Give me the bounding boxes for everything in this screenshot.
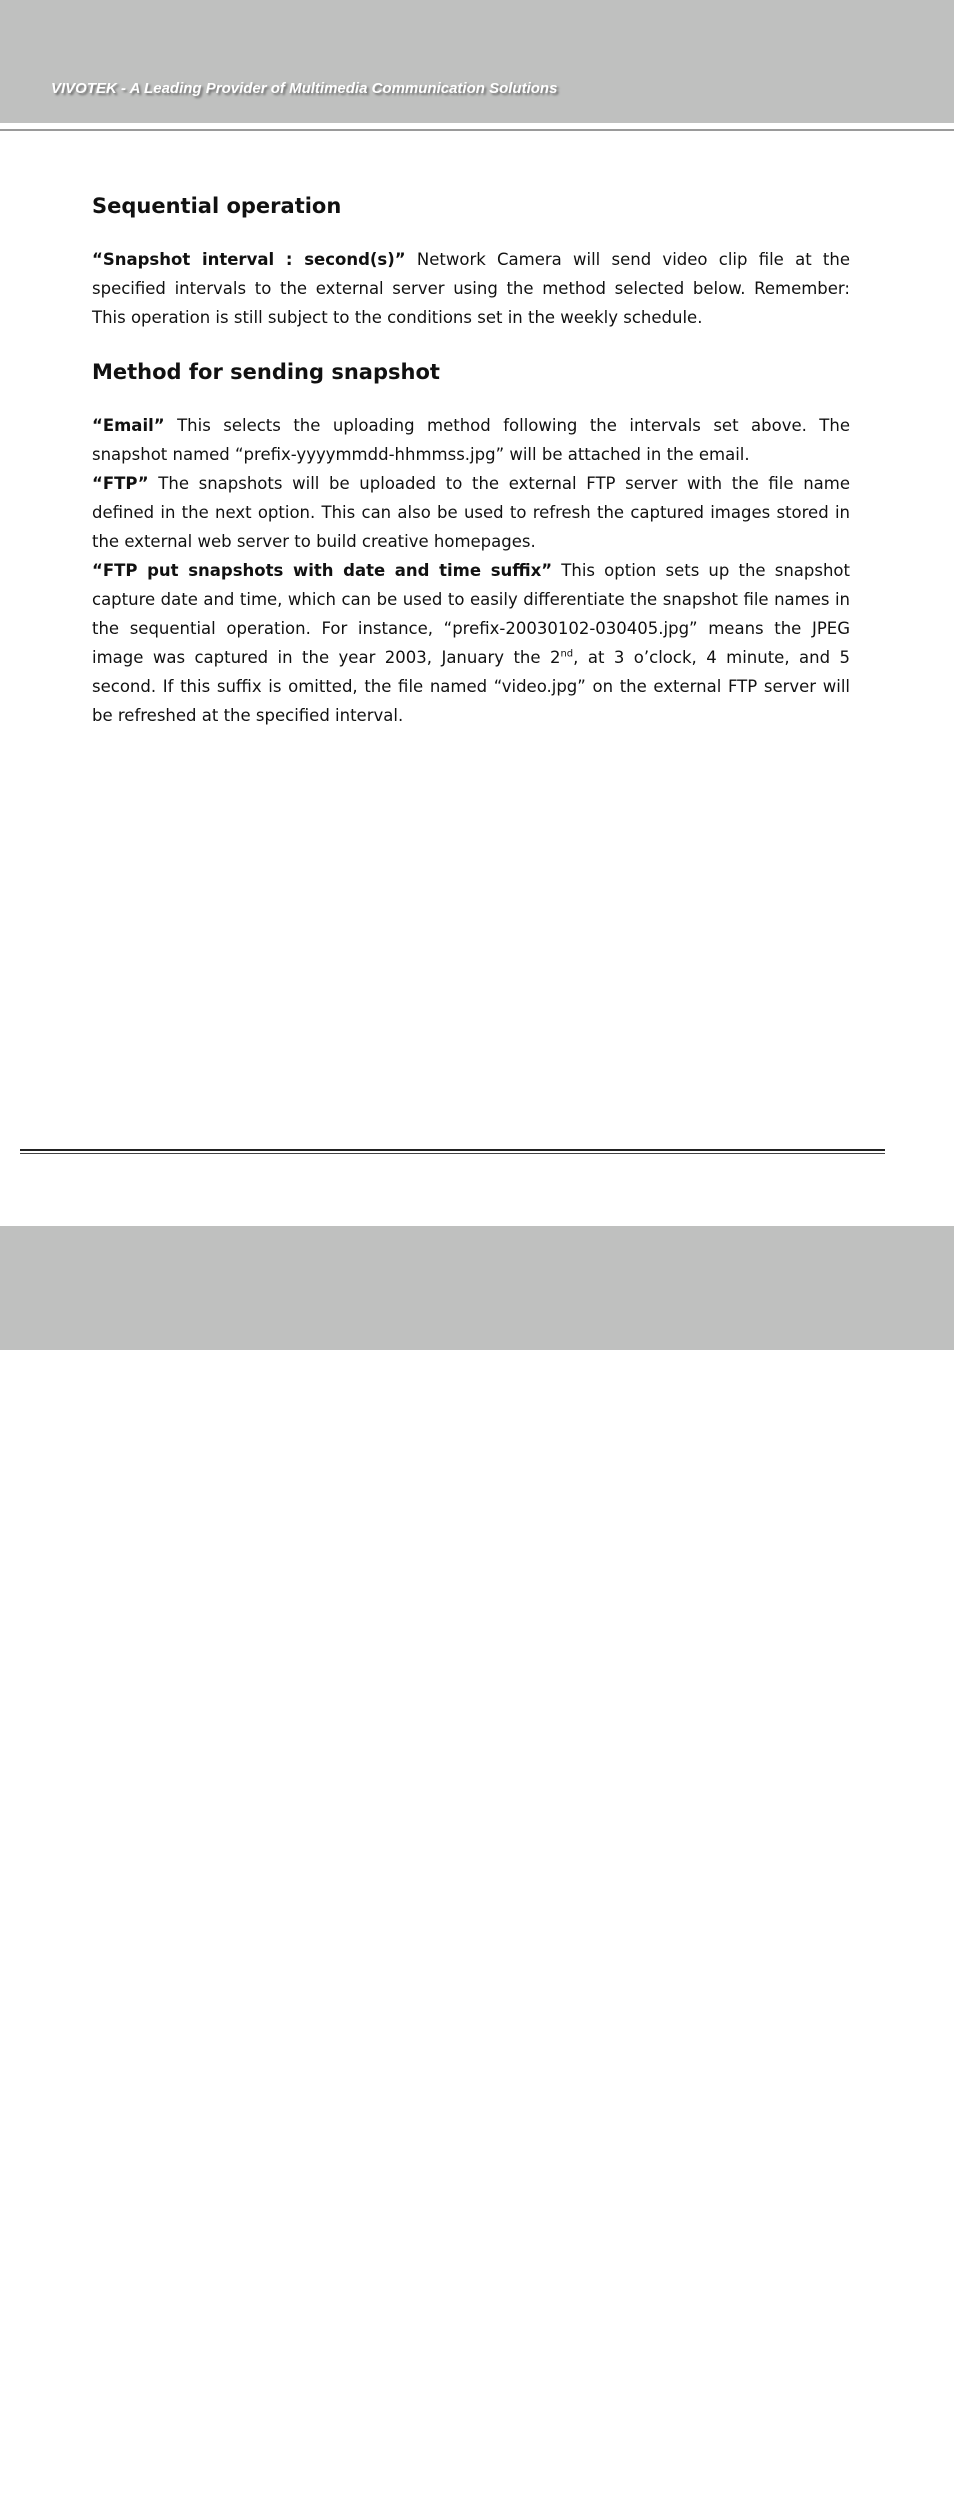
page-content: [92, 190, 850, 730]
ftp-label: “FTP”: [92, 474, 149, 493]
ftp-suffix-label: “FTP put snapshots with date and time suffix”: [92, 561, 553, 580]
ftp-suffix-paragraph: [92, 556, 850, 730]
snapshot-interval-label: “Snapshot interval : second(s)”: [92, 250, 406, 269]
ordinal-superscript: nd: [560, 648, 574, 660]
ftp-suffix-text-part-2: , at 3 o’clock, 4 minute, and 5 second. If this suffix is omitted, the file named “video.jpg” on the external FTP server will be refreshed at the specified interval.: [92, 648, 850, 725]
header-divider: [0, 129, 954, 131]
ftp-text: The snapshots will be uploaded to the external FTP server with the file name defined in the next option. This can also be used to refresh the captured images stored in the external web server to build creative homepages.: [92, 474, 850, 551]
header-band: [0, 0, 954, 123]
email-text: This selects the uploading method following the intervals set above. The snapshot named “prefix-yyyymmdd-hhmmss.jpg” will be attached in the email.: [92, 416, 850, 464]
footer-band: [0, 1226, 954, 2508]
snapshot-interval-paragraph: [92, 245, 850, 332]
footer-divider-thick: [20, 1149, 885, 1151]
ftp-paragraph: [92, 469, 850, 556]
ftp-suffix-text-part-1: This option sets up the snapshot capture date and time, which can be used to easily differentiate the snapshot file names in the sequential operation. For instance, “prefix-20030102-030405.jpg” means the JPEG image was captured in the year 2003, January the 2: [92, 561, 850, 667]
email-label: “Email”: [92, 416, 165, 435]
page-number-label: 43 - User's Manual: [51, 2488, 202, 2508]
footer-divider-thin: [20, 1153, 885, 1154]
header-tagline: VIVOTEK - A Leading Provider of Multimedia Communication Solutions: [51, 80, 558, 97]
section-title-method-for-sending-snapshot: Method for sending snapshot: [92, 360, 440, 384]
snapshot-interval-text: Network Camera will send video clip file at the specified intervals to the external server using the method selected below. Remember: This operation is still subject to the conditions set in the weekly schedule.: [92, 250, 850, 327]
email-paragraph: [92, 411, 850, 469]
section-title-sequential-operation: Sequential operation: [92, 194, 342, 218]
